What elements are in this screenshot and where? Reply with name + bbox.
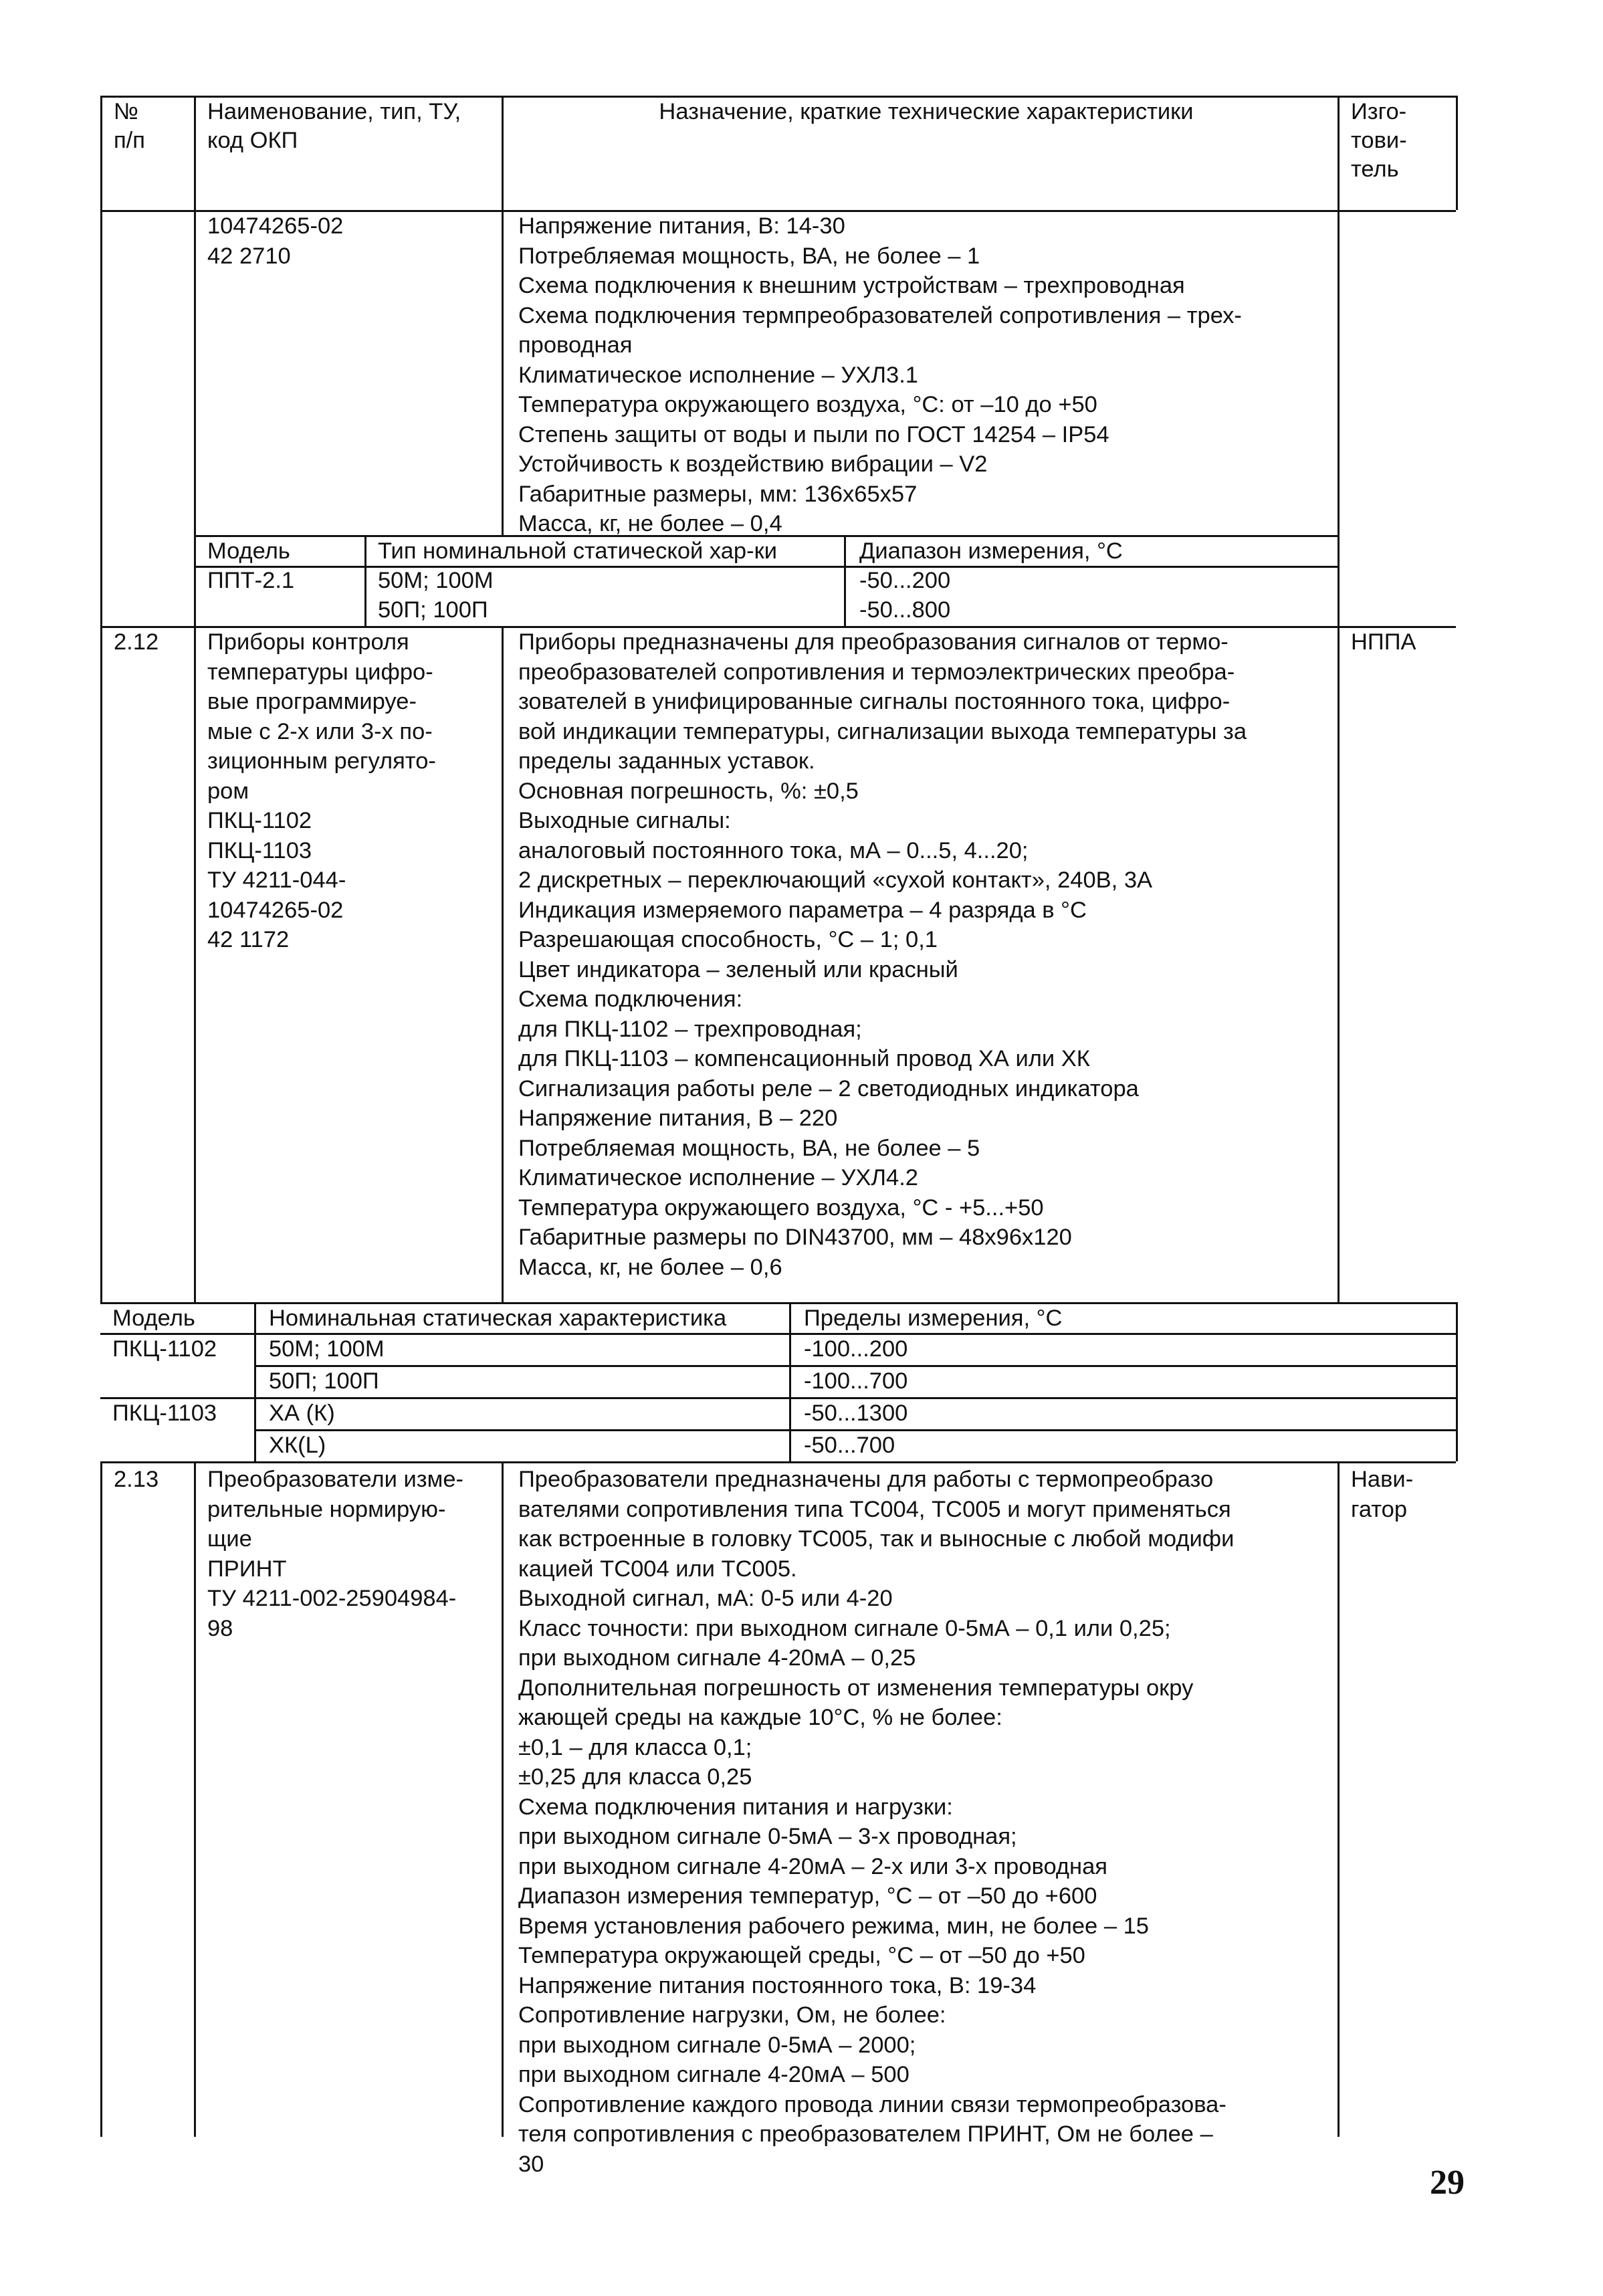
sub2-header-range: Пределы измерения, °С [804, 1306, 1063, 1331]
rule-sub1-col2 [364, 535, 366, 626]
header-purpose: Назначение, краткие технические характеристики [659, 99, 1194, 124]
page-number: 29 [1430, 2164, 1465, 2202]
sub1-header-model: Модель [207, 538, 290, 564]
row213-name: Преобразователи изме- рительные нормирую- щие ПРИНТ ТУ 4211-002-25904984- 98 [207, 1467, 464, 1641]
rule-left-2 [100, 1461, 102, 2137]
sub2-char-2: 50П; 100П [269, 1368, 379, 1394]
sub2-char-3: ХА (К) [269, 1400, 335, 1426]
rule-col-desc [502, 96, 504, 535]
sub1-range-2: -50...800 [859, 597, 951, 623]
sub1-header-type: Тип номинальной статической хар-ки [378, 538, 777, 564]
sub2-range-2: -100...700 [804, 1368, 908, 1394]
row213-num: 2.13 [114, 1467, 159, 1492]
sub2-header-char: Номинальная статическая характеристика [269, 1306, 727, 1331]
row213-maker: Нави- гатор [1351, 1467, 1414, 1522]
row212-num: 2.12 [114, 629, 159, 655]
sub2-model-1: ПКЦ-1102 [112, 1336, 217, 1362]
row212-name: Приборы контроля температуры цифро- вые программируе- мые с 2-х или 3-х по- зиционным регулято- ром ПКЦ-1102 ПКЦ-1103 ТУ 4211-044- 10474265-02 42 1172 [207, 629, 436, 952]
rule-sub2-bottom [100, 1461, 1456, 1463]
rule-col-name [194, 96, 196, 1302]
row212-desc: Приборы предназначены для преобразования сигналов от термо- преобразователей сопротивления и термоэлектрических преобра- зователей в унифицированные сигналы постоянного тока, цифро- вой индикации температуры, сигнализации выхода температуры за пределы заданных уставок. Основная погрешность, %: ±0,5 Выходные сигналы: аналоговый постоянного тока, мА – 0...5, 4...20; 2 дискретных – переключающий «сухой контакт», 240В, 3А Индикация измеряемого параметра – 4 разряда в °С Разрешающая способность, °С – 1; 0,1 Цвет индикатора – зеленый или красный Схема подключения: для ПКЦ-1102 – трехпроводная; для ПКЦ-1103 – компенсационный провод ХА или ХК Сигнализация работы реле – 2 светодиодных индикатора Напряжение питания, В – 220 Потребляемая мощность, ВА, не более – 5 Климатическое исполнение – УХЛ4.2 Температура окружающего воздуха, °С - +5...+50 Габаритные размеры по DIN43700, мм – 48х96х120 Масса, кг, не более – 0,6 [518, 629, 1247, 1280]
sub2-range-3: -50...1300 [804, 1400, 908, 1426]
rule-sub2-col3 [789, 1302, 791, 1461]
sub1-range-1: -50...200 [859, 568, 951, 593]
header-num: № п/п [114, 99, 145, 153]
rule-left [100, 96, 102, 1302]
sub2-char-1: 50М; 100М [269, 1336, 385, 1362]
sub1-type-1: 50М; 100М [378, 568, 494, 593]
sub1-model: ППТ-2.1 [207, 568, 295, 593]
prev-name: 10474265-02 42 2710 [207, 213, 344, 269]
header-maker: Изго- тови- тель [1351, 99, 1407, 182]
sub2-range-1: -100...200 [804, 1336, 908, 1362]
sub2-model-3: ПКЦ-1103 [112, 1400, 217, 1426]
rule-col-name-2 [194, 1461, 196, 2137]
sub2-header-model: Модель [112, 1306, 195, 1331]
row213-desc: Преобразователи предназначены для работы с термопреобразо вателями сопротивления типа ТС004, ТС005 и могут применяться как встроенные в головку ТС005, так и выносные с любой модифи кацией ТС004 или ТС005. Выходной сигнал, мА: 0-5 или 4-20 Класс точности: при выходном сигнале 0-5мА – 0,1 или 0,25; при выходном сигнале 4-20мА – 0,25 Дополнительная погрешность от изменения температуры окру жающей среды на каждые 10°С, % не более: ±0,1 – для класса 0,1; ±0,25 для класса 0,25 Схема подключения питания и нагрузки: при выходном сигнале 0-5мА – 3-х проводная; при выходном сигнале 4-20мА – 2-х или 3-х проводная Диапазон измерения температур, °С – от –50 до +600 Время установления рабочего режима, мин, не более – 15 Температура окружающей среды, °С – от –50 до +50 Напряжение питания постоянного тока, В: 19-34 Сопротивление нагрузки, Ом, не более: при выходном сигнале 0-5мА – 2000; при выходном сигнале 4-20мА – 500 Сопротивление каждого провода линии связи термопреобразова- теля сопротивления с преобразователем ПРИНТ, Ом не более – 30 [518, 1467, 1235, 2177]
sub2-char-4: ХК(L) [269, 1433, 326, 1458]
rule-sub1-col3 [844, 535, 846, 626]
prev-desc: Напряжение питания, В: 14-30 Потребляемая мощность, ВА, не более – 1 Схема подключения к внешним устройствам – трехпроводная Схема подключения термпреобразователей сопротивления – трех- проводная Климатическое исполнение – УХЛ3.1 Температура окружающего воздуха, °С: от –10 до +50 Степень защиты от воды и пыли по ГОСТ 14254 – IP54 Устойчивость к воздействию вибрации – V2 Габаритные размеры, мм: 136х65х57 Масса, кг, не более – 0,4 [518, 213, 1242, 536]
rule-sub2-col2 [254, 1302, 256, 1461]
header-name: Наименование, тип, ТУ, код ОКП [207, 99, 461, 153]
sub2-range-4: -50...700 [804, 1433, 895, 1458]
row212-maker: НППА [1351, 629, 1416, 655]
sub1-header-range: Диапазон измерения, °С [859, 538, 1123, 564]
sub1-type-2: 50П; 100П [378, 597, 488, 623]
rule-right-b [1456, 1302, 1458, 1461]
